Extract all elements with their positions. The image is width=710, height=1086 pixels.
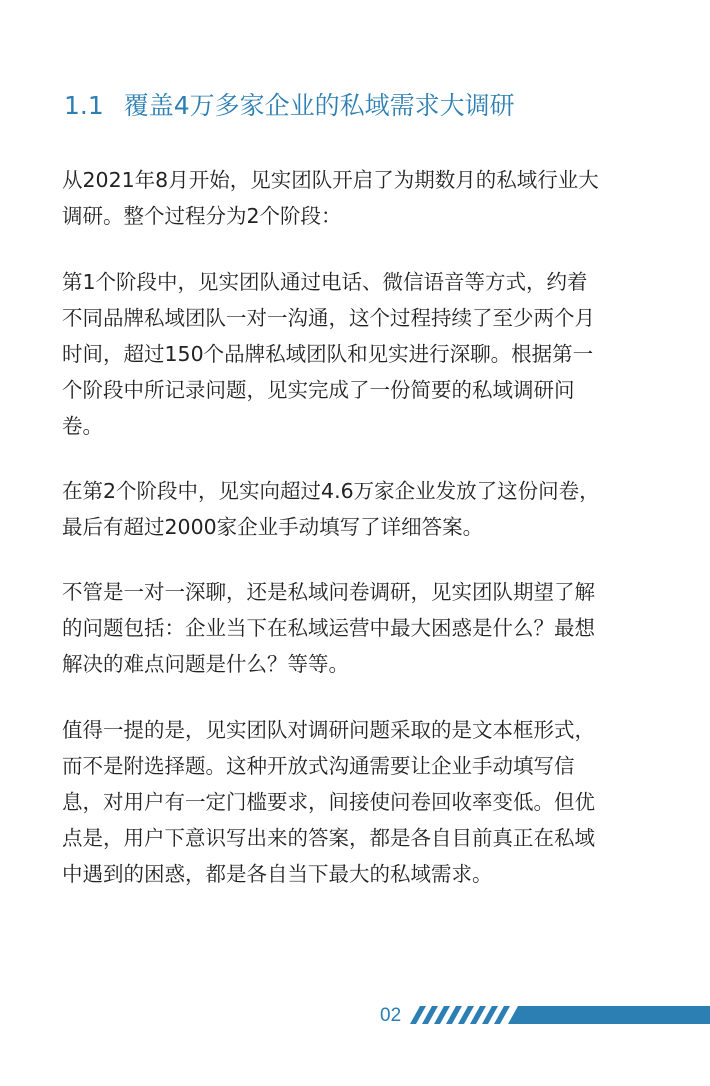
paragraph-line: 最后有超过2000家企业手动填写了详细答案。 [62, 515, 484, 539]
footer-stripes-decoration [410, 1006, 710, 1024]
paragraph-line: 点是，用户下意识写出来的答案，都是各自目前真正在私域 [62, 826, 595, 850]
section-title: 覆盖4万多家企业的私域需求大调研 [123, 91, 515, 120]
paragraph-line: 卷。 [62, 414, 103, 438]
paragraph-3 [62, 473, 652, 545]
page-footer [0, 996, 710, 1036]
paragraph-line: 在第2个阶段中，见实向超过4.6万家企业发放了这份问卷， [62, 479, 600, 503]
paragraph-line: 从2021年8月开始，见实团队开启了为期数月的私域行业大 [62, 168, 599, 192]
paragraph-line: 中遇到的困惑，都是各自当下最大的私域需求。 [62, 862, 493, 886]
paragraph-1 [62, 162, 652, 234]
paragraph-line: 的问题包括：企业当下在私域运营中最大困惑是什么？最想 [62, 616, 595, 640]
paragraph-2 [62, 264, 652, 444]
paragraph-line: 而不是附选择题。这种开放式沟通需要让企业手动填写信 [62, 754, 575, 778]
paragraph-line: 息，对用户有一定门槛要求，间接使问卷回收率变低。但优 [62, 790, 595, 814]
paragraph-line: 个阶段中所记录问题，见实完成了一份简要的私域调研问 [62, 378, 575, 402]
paragraph-line: 调研。整个过程分为2个阶段： [62, 204, 342, 228]
paragraph-line: 值得一提的是，见实团队对调研问题采取的是文本框形式， [62, 718, 595, 742]
section-number: 1.1 [64, 91, 104, 120]
paragraph-5 [62, 712, 652, 892]
paragraph-line: 不同品牌私域团队一对一沟通，这个过程持续了至少两个月 [62, 306, 595, 330]
paragraph-line: 不管是一对一深聊，还是私域问卷调研，见实团队期望了解 [62, 580, 595, 604]
page-number: 02 [380, 1005, 402, 1026]
paragraph-line: 时间，超过150个品牌私域团队和见实进行深聊。根据第一 [62, 342, 594, 366]
paragraph-4 [62, 574, 652, 682]
paragraph-line: 解决的难点问题是什么？等等。 [62, 652, 349, 676]
section-heading [64, 86, 684, 126]
paragraph-line: 第1个阶段中，见实团队通过电话、微信语音等方式，约着 [62, 270, 588, 294]
